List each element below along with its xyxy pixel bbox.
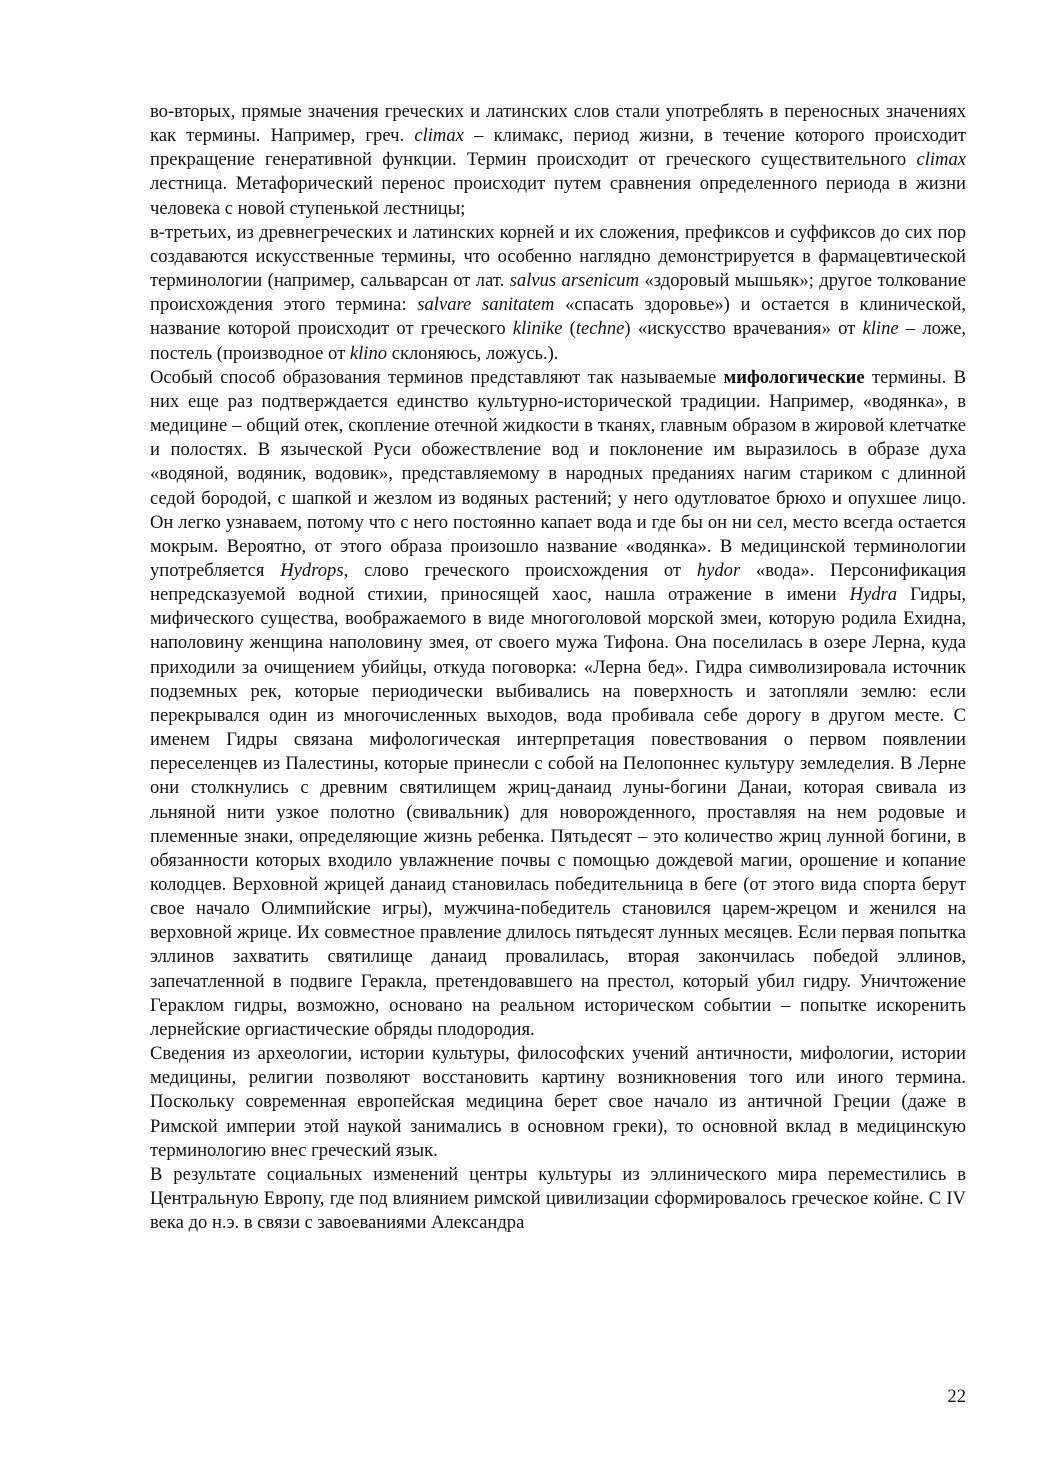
text-run: во-вторых, прямые значения греческих и латинских слов стали употреблять в переносных значениях как термины. Например, греч. [150,101,966,147]
page-number: 22 [947,1386,966,1407]
text-run: – ложе, постель (производное от [150,318,967,364]
text-run: «спасать здоровье») и остается в клинической, название которой происходит от греческого [150,294,966,340]
text-run: Гидры, мифического существа, воображаемого в виде многоголовой морской змеи, которую родила Ехидна, наполовину женщина наполовину змея, от своего мужа Тифона. Она поселилась в озере Лерна, куда приходили за очищением убийцы, откуда поговорка: «Лерна бед». Гидра символизировала источник подземных рек, которые периодически выбивались на поверхность и затопляли землю: если перекрывался один из многочисленных выходов, вода пробивала себе дорогу в другом месте. С именем Гидры связана мифологическая интерпретация повествования о первом появлении переселенцев из Палестины, которые принесли с собой на Пелопоннес культуру земледелия. В Лерне они столкнулись с древним святилищем жриц-данаид луны-богини Данаи, которая свивала из льняной нити узкое полотно (свивальник) для новорожденного, проставляя на нем родовые и племенные знаки, определяющие жизнь ребенка. Пятьдесят – это количество жриц лунной богини, в обязанности которых входило увлажнение почвы с помощью дождевой магии, орошение и копание колодцев. Верховной жрицей данаид становилась победительница в беге (от этого вида спорта берут свое начало Олимпийские игры), мужчина-победитель становился царем-жрецом и женился на верховной жрице. Их совместное правление длилось пятьдесят лунных месяцев. Если первая попытка эллинов захватить святилище данаид провалилась, вторая закончилась победой эллинов, запечатленной в подвиге Геракла, претендовавшего на престол, который убил гидру. Уничтожение Гераклом гидры, возможно, основано на реальном историческом событии – попытке искоренить лернейские оргиастические обряды плодородия. [150,584,966,1040]
text-run: в-третьих, из древнегреческих и латинских корней и их сложения, префиксов и суффиксов до сих пор создаваются искусственные термины, что особенно наглядно демонстрируется в фармацевтической терминологии (например, сальварсан от лат. [150,221,966,292]
text-run: – климакс, период жизни, в течение которого происходит прекращение генеративной функции. Термин происходит от греческого существительного [150,125,966,171]
italic-term: Hydra [849,584,898,606]
italic-term: Hydrops, [280,559,349,581]
bold-term: мифологические [723,366,865,388]
italic-term: climax [414,125,464,147]
text-run: Особый способ образования терминов представляют так называемые [150,366,724,388]
text-run: ) «искусство врачевания» от [624,318,863,340]
text-run: «здоровый мышьяк»; другое толкование происхождения этого термина: [150,270,966,316]
paragraph-social-changes: В результате социальных изменений центры культуры из эллинического мира переместились в Центральную Европу, где под влиянием римской цивилизации сформировалось греческое койне. С IV века до н.э. в связи с завоеваниями Александра [150,1163,966,1234]
paragraph-greek-latin-meanings [150,100,966,221]
text-run: «вода». Персонификация непредсказуемой водной стихии, приносящей хаос, нашла отражение в имени [150,559,966,606]
paragraph-sources: Сведения из археологии, истории культуры, философских учений античности, мифологии, истории медицины, религии позволяют восстановить картину возникновения того или иного термина. Поскольку современная европейская медицина берет свое начало из античной Греции (даже в Римской империи этой наукой занимались в основном греки), то основной вклад в медицинскую терминологию внес греческий язык. [150,1043,966,1161]
italic-term: klinike [512,318,563,340]
text-run: термины. В них еще раз подтверждается единство культурно-исторической традиции. Например, «водянка», в медицине – общий отек, скопление отечной жидкости в тканях, главным образом в жировой клетчатке и полостях. В языческой Руси обожествление вод и поклонение им выразилось в образе духа «водяной, водяник, водовик», представляемому в народных преданиях нагим стариком с длинной седой бородой, с шапкой и жезлом из водяных растений; у него одутловатое брюхо и опухшее лицо. Он легко узнаваем, потому что с него постоянно капает вода и где бы он ни сел, место всегда остается мокрым. Вероятно, от этого образа произошло название «водянка». В медицинской терминологии употребляется [150,366,966,581]
text-run: слово греческого происхождения от [348,559,697,581]
italic-term: climax [916,149,966,171]
paragraph-mythological-terms [150,366,966,1042]
text-run: склоняюсь, ложусь.). [387,342,559,364]
italic-term: klino [349,342,388,364]
italic-term: salvare sanitatem [417,294,555,316]
page-body [150,100,966,1235]
text-run: ( [562,318,576,340]
paragraph-artificial-terms [150,221,966,366]
italic-term: salvus arsenicum [509,270,640,292]
italic-term: kline [862,318,899,340]
italic-term: techne [575,318,625,340]
text-run: лестница. Метафорический перенос происходит путем сравнения определенного периода в жизни человека с новой ступенькой лестницы; [150,173,966,219]
italic-term: hydor [696,559,741,581]
